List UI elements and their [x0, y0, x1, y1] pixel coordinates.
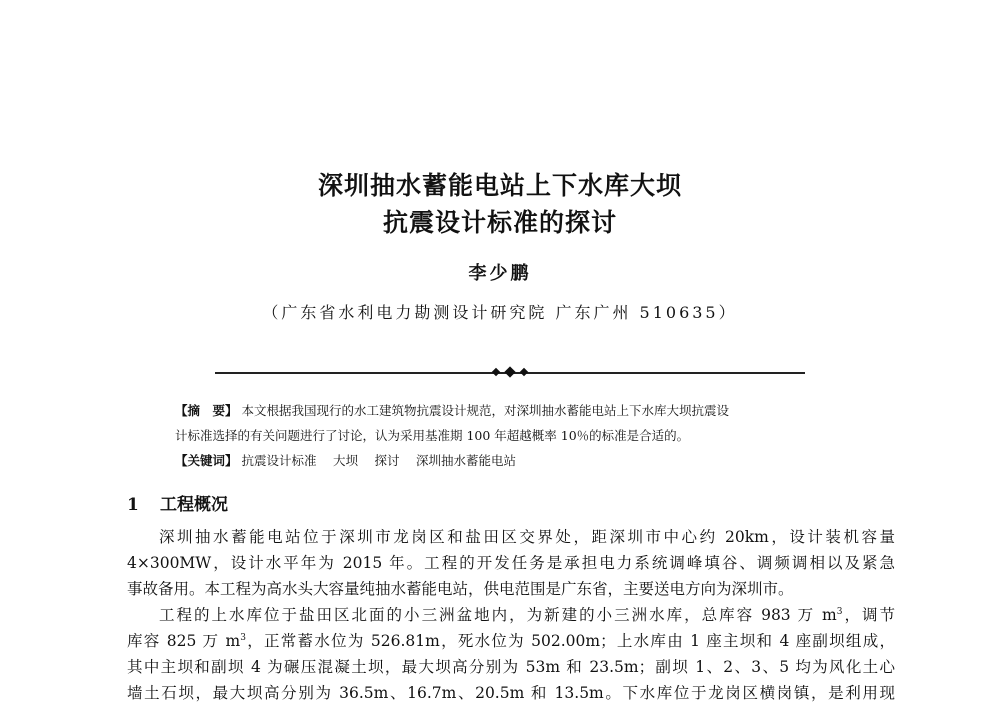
- section-heading-1: [127, 490, 228, 515]
- superscript: 3: [836, 606, 843, 617]
- diamond-icon: [520, 368, 528, 376]
- diamond-icon: [492, 368, 500, 376]
- keyword-item: 抗震设计标准: [241, 453, 317, 468]
- section-number: 1: [127, 495, 139, 515]
- body-line: [127, 628, 895, 654]
- body-line: 其中主坝和副坝 4 为碾压混凝土坝，最大坝高分别为 53m 和 23.5m；副坝 1、2、3、5 均为风化土心: [127, 658, 895, 676]
- body-line-clipped: 墙土石坝，最大坝高分别为 36.5m、16.7m、20.5m 和 13.5m。下水库位于龙岗区横岗镇，是利用现: [127, 684, 895, 702]
- body-text: 库容 825 万 m: [127, 632, 241, 650]
- divider-diamonds: [487, 367, 533, 377]
- keywords: [175, 448, 855, 474]
- diamond-icon: [504, 366, 515, 377]
- body-line: [127, 602, 895, 628]
- abstract-text: 本文根据我国现行的水工建筑物抗震设计规范，对深圳抽水蓄能电站上下水库大坝抗震设: [241, 403, 730, 418]
- abstract-text: 计标准选择的有关问题进行了讨论，认为采用基准期 100 年超越概率 10％的标准是合适的。: [175, 428, 690, 443]
- author-name: 李少鹏: [468, 263, 532, 284]
- paper-title-line-1: 深圳抽水蓄能电站上下水库大坝: [317, 171, 682, 200]
- paper-title-line-2: 抗震设计标准的探讨: [382, 208, 617, 237]
- section-title: 工程概况: [160, 495, 228, 515]
- superscript: 3: [240, 632, 246, 643]
- body-text: ，调节: [842, 606, 895, 624]
- keyword-item: 深圳抽水蓄能电站: [416, 453, 517, 468]
- abstract-line-1: [175, 398, 855, 424]
- body-line: 深圳抽水蓄能电站位于深圳市龙岗区和盐田区交界处，距深圳市中心约 20km，设计装机容量: [159, 528, 895, 546]
- body-text: 工程的上水库位于盐田区北面的小三洲盆地内，为新建的小三洲水库，总库容 983 万 m: [159, 606, 837, 624]
- ornamental-divider: [215, 371, 805, 373]
- abstract-label: 【摘 要】: [175, 403, 238, 418]
- author-affiliation: （广东省水利电力勘测设计研究院 广东广州 510635）: [262, 303, 738, 322]
- keyword-item: 大坝: [333, 453, 359, 468]
- body-line: 4×300MW，设计水平年为 2015 年。工程的开发任务是承担电力系统调峰填谷、调频调相以及紧急: [127, 554, 895, 572]
- abstract-line-2: [175, 423, 855, 449]
- keyword-item: 探讨: [374, 453, 400, 468]
- body-text: ，正常蓄水位为 526.81m，死水位为 502.00m；上水库由 1 座主坝和 4 座副坝组成，: [245, 632, 895, 650]
- keywords-label: 【关键词】: [175, 453, 238, 468]
- body-line: 事故备用。本工程为高水头大容量纯抽水蓄能电站，供电范围是广东省，主要送电方向为深圳市。: [127, 580, 794, 598]
